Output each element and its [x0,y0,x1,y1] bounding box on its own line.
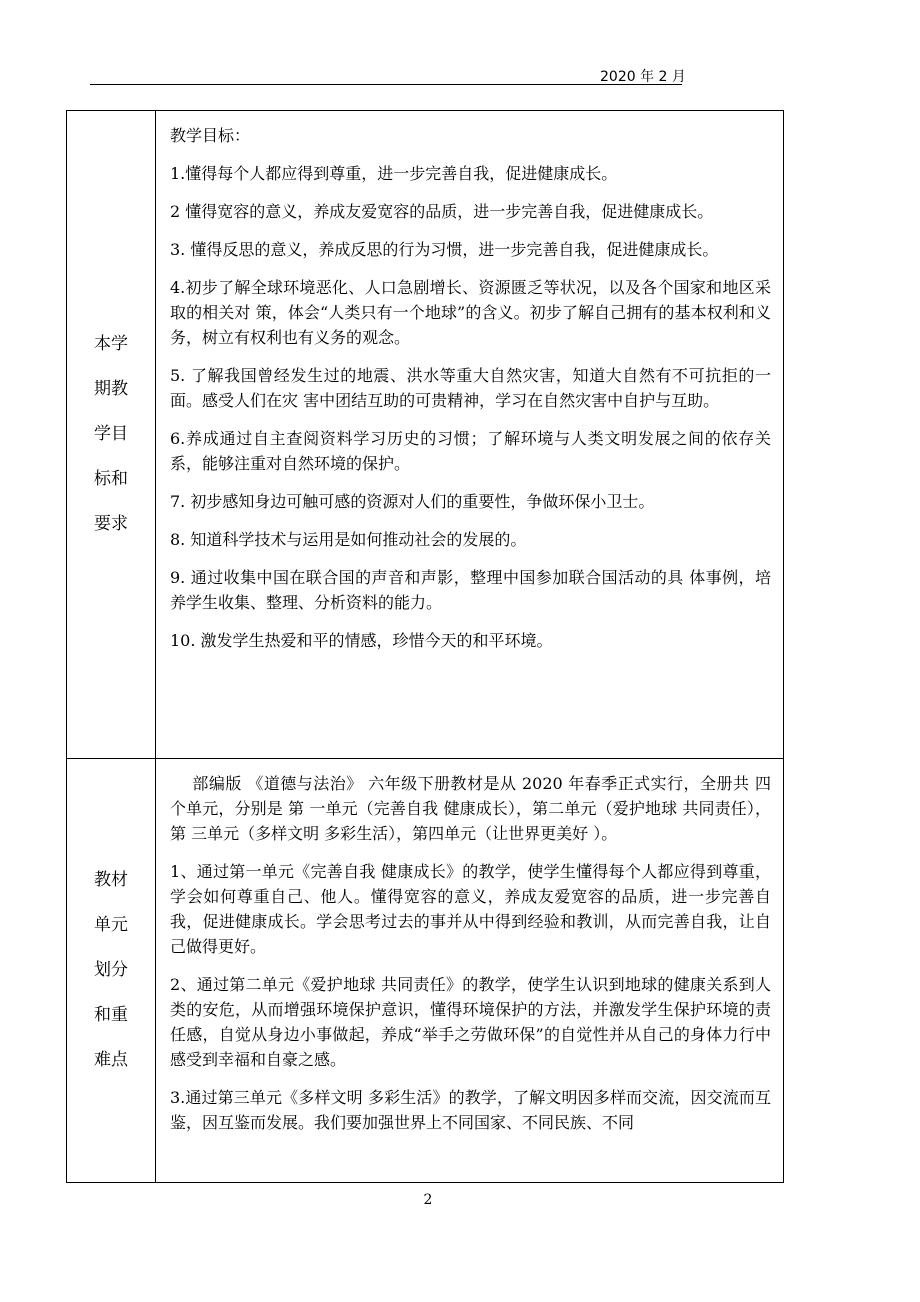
header-date: 2020 年 2 月 [600,69,686,85]
label-line: 学目 [94,424,128,444]
goals-paragraph: 教学目标： [170,126,251,145]
goals-paragraph: 3. 懂得反思的意义，养成反思的行为习惯，进一步完善自我，促进健康成长。 [170,240,719,259]
row-label-units [67,759,156,1183]
header-rule [90,84,682,85]
label-line: 单元 [94,915,128,935]
row-content-goals [156,111,784,759]
goals-paragraph: 4.初步了解全球环境恶化、人口急剧增长、资源匮乏等状况，以及各个国家和地区采取的相关对 策，体会“人类只有一个地球”的含义。初步了解自己拥有的基本权利和义务，树立有权利也有义务的观念。 [170,278,771,347]
page-number: 2 [423,1192,433,1208]
label-line: 要求 [94,514,128,534]
label-line: 标和 [94,469,128,489]
goals-paragraph: 8. 知道科学技术与运用是如何推动社会的发展的。 [170,530,527,549]
label-line: 本学 [94,334,128,354]
label-line: 和重 [94,1005,128,1025]
label-line: 划分 [94,960,128,980]
label-line: 期教 [94,379,128,399]
units-paragraph: 2、通过第二单元《爱护地球 共同责任》的教学，使学生认识到地球的健康关系到人类的安危，从而增强环境保护意识，懂得环境保护的方法，并激发学生保护环境的责任感，自觉从身边小事做起，养成“举手之劳做环保”的自觉性并从自己的身体力行中感受到幸福和自豪之感。 [170,975,771,1069]
goals-paragraph: 9. 通过收集中国在联合国的声音和声影，整理中国参加联合国活动的具 体事例，培养学生收集、整理、分析资料的能力。 [170,568,771,612]
goals-paragraph: 6.养成通过自主查阅资料学习历史的习惯；了解环境与人类文明发展之间的依存关 系，能够注重对自然环境的保护。 [170,429,771,473]
plan-table [66,110,784,1183]
table-row-goals [67,111,784,759]
label-line: 教材 [94,870,128,890]
row-content-units [156,759,784,1183]
table-row-units [67,759,784,1183]
label-line: 难点 [94,1050,128,1070]
goals-paragraph: 5. 了解我国曾经发生过的地震、洪水等重大自然灾害，知道大自然有不可抗拒的一面。感受人们在灾 害中团结互助的可贵精神，学习在自然灾害中自护与互助。 [170,366,771,410]
units-paragraph: 1、通过第一单元《完善自我 健康成长》的教学，使学生懂得每个人都应得到尊重，学会如何尊重自己、他人。懂得宽容的意义，养成友爱宽容的品质，进一步完善自我，促进健康成长。学会思考过去的事并从中得到经验和教训，从而完善自我，让自己做得更好。 [170,862,771,956]
goals-paragraph: 10. 激发学生热爱和平的情感，珍惜今天的和平环境。 [170,631,553,650]
goals-paragraph: 2 懂得宽容的意义，养成友爱宽容的品质，进一步完善自我，促进健康成长。 [170,202,714,221]
row-label-goals [67,111,156,759]
goals-paragraph: 7. 初步感知身边可触可感的资源对人们的重要性，争做环保小卫士。 [170,492,655,511]
goals-paragraph: 1.懂得每个人都应得到尊重，进一步完善自我，促进健康成长。 [170,164,618,183]
units-paragraph: 3.通过第三单元《多样文明 多彩生活》的教学，了解文明因多样而交流，因交流而互鉴，因互鉴而发展。我们要加强世界上不同国家、不同民族、不同 [170,1088,771,1132]
units-paragraph: 部编版 《道德与法治》 六年级下册教材是从 2020 年春季正式实行，全册共 四 个单元，分别是 第 一单元（完善自我 健康成长），第二单元（爱护地球 共同责任）， 第 三单元（多样文明 多彩生活），第四单元（让世界更美好 ）。 [170,774,771,843]
